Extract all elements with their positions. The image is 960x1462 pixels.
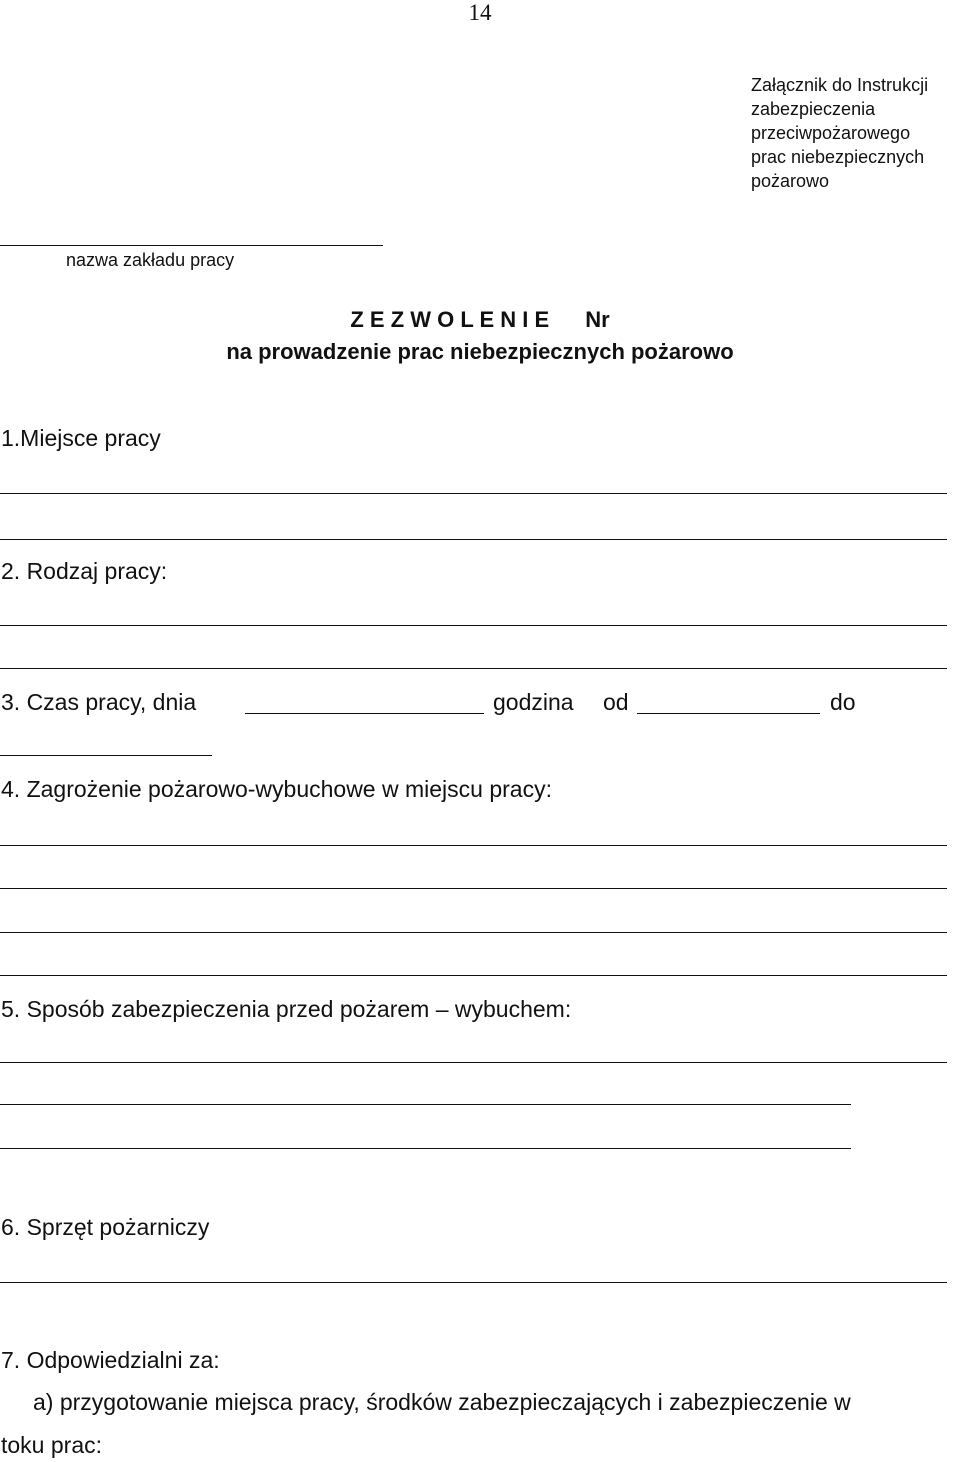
permit-number-label: Nr (585, 307, 610, 332)
company-name-caption: nazwa zakładu pracy (66, 250, 235, 270)
to-label: do (830, 689, 856, 715)
work-date-line (245, 713, 484, 714)
time-from-line (637, 713, 820, 714)
hazard-line-3 (0, 932, 947, 933)
hazard-line-4 (0, 975, 947, 976)
protection-line-2 (0, 1104, 851, 1105)
protection-line-3 (0, 1148, 851, 1149)
item-a-text: a) przygotowanie miejsca pracy, środków zabezpieczających i zabezpieczenie w (33, 1389, 851, 1415)
annex-note: Załącznik do Instrukcji zabezpieczenia przeciwpożarowego prac niebezpiecznych pożarowo (751, 75, 929, 191)
hazard-line-2 (0, 888, 947, 889)
permit-subtitle: na prowadzenie prac niebezpiecznych pożarowo (226, 339, 734, 364)
protection-line-1 (0, 1062, 947, 1063)
work-time-label: 3. Czas pracy, dnia (1, 689, 197, 715)
work-type-label: 2. Rodzaj pracy: (1, 558, 168, 584)
equipment-label: 6. Sprzęt pożarniczy (1, 1214, 210, 1240)
item-a-continuation: toku prac: (1, 1432, 102, 1458)
equipment-line (0, 1282, 947, 1283)
hazard-label: 4. Zagrożenie pożarowo-wybuchowe w miejscu pracy: (1, 776, 552, 802)
time-to-line (0, 755, 212, 756)
hour-label: godzina (493, 689, 574, 715)
workplace-line-2 (0, 539, 947, 540)
workplace-label: 1.Miejsce pracy (1, 425, 161, 451)
company-name-line (0, 245, 383, 246)
responsible-label: 7. Odpowiedzialni za: (1, 1347, 220, 1373)
from-label: od (603, 689, 629, 715)
page-number: 14 (468, 0, 492, 25)
work-type-line-1 (0, 625, 947, 626)
workplace-line-1 (0, 493, 947, 494)
hazard-line-1 (0, 845, 947, 846)
protection-label: 5. Sposób zabezpieczenia przed pożarem – wybuchem: (1, 996, 572, 1022)
permit-title (0, 306, 960, 334)
work-type-line-2 (0, 668, 947, 669)
permit-title-word: Z E Z W O L E N I E (350, 307, 550, 332)
